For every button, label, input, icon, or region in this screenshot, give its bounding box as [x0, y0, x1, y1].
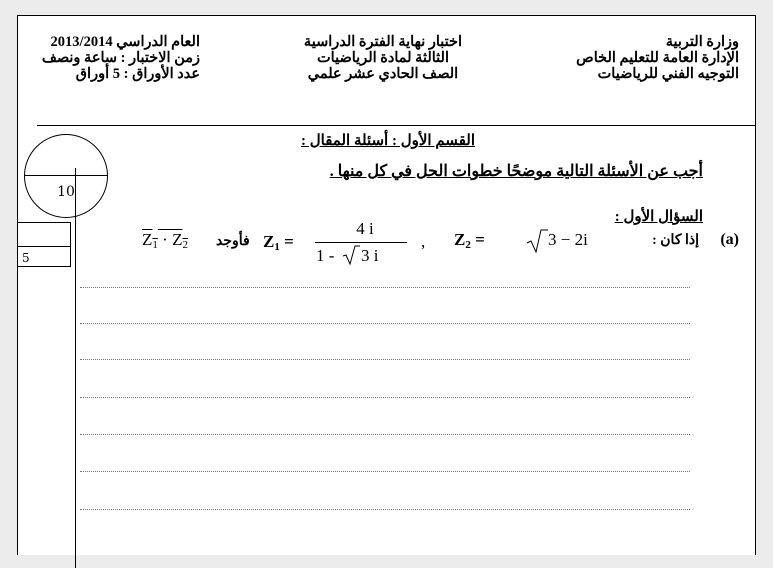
pages-value: 5 — [112, 66, 120, 82]
question-points: 5 — [22, 251, 30, 265]
find-word: فأوجد — [216, 234, 250, 249]
header-mid-line-2: الثالثة لمادة الرياضيات — [317, 50, 449, 66]
z1-lhs: Z — [263, 232, 275, 251]
z2-radical-sign — [526, 228, 548, 254]
target-b: Z — [172, 230, 183, 249]
header-pages-line — [32, 66, 200, 82]
header-divider — [37, 125, 756, 126]
header-time-line: زمن الاختبار : ساعة ونصف — [41, 50, 200, 66]
z1-sub: 1 — [274, 241, 280, 253]
z2-sub: 2 — [465, 239, 471, 251]
section-instruction: أجب عن الأسئلة التالية موضحًا خطوات الحل في كل منها . — [329, 163, 703, 180]
comma-separator: , — [421, 232, 426, 251]
answer-line[interactable] — [80, 397, 690, 398]
question-title: السؤال الأول : — [614, 209, 703, 225]
target-conjugate — [142, 230, 188, 249]
header-exam-info — [280, 34, 486, 82]
z2-expression — [548, 230, 588, 250]
question-label: (a) — [720, 231, 739, 248]
z1-eq: = — [284, 232, 294, 251]
answer-line[interactable] — [80, 359, 690, 360]
answer-line[interactable] — [80, 323, 690, 324]
z2-lhs: Z — [454, 230, 466, 249]
pages-unit: أوراق — [75, 66, 110, 82]
header-mid-line-3: الصف الحادي عشر علمي — [307, 66, 459, 82]
z2-eq: = — [475, 230, 485, 249]
z1-definition — [263, 232, 294, 253]
header-ministry — [576, 34, 739, 82]
section-score-circle — [24, 134, 108, 218]
target-b-sub: 2 — [182, 239, 188, 251]
section-total-score: 10 — [57, 184, 75, 200]
year-value: 2013/2014 — [50, 34, 113, 50]
question-condition: إذا كان : — [652, 233, 699, 248]
answer-line[interactable] — [80, 287, 690, 288]
target-a-sub: 1 — [152, 239, 158, 251]
z1-denominator-b — [361, 246, 378, 266]
exam-sheet — [17, 15, 756, 555]
z2-rest: − 2i — [556, 230, 588, 249]
z1-radical-sign — [342, 244, 360, 266]
year-label: العام الدراسي — [116, 34, 200, 50]
header-right-line-1: وزارة التربية — [665, 34, 739, 50]
header-year-line — [32, 34, 200, 50]
score-circle-divider — [25, 175, 107, 176]
header-mid-line-1: اختبار نهاية الفترة الدراسية — [303, 34, 463, 50]
header-year-info — [32, 34, 200, 82]
header-right-line-2: الإدارة العامة للتعليم الخاص — [576, 50, 739, 66]
z1-den-radicand: 3 — [361, 246, 370, 265]
target-expression — [142, 230, 188, 251]
target-dot: · — [157, 230, 173, 249]
answer-line[interactable] — [80, 509, 690, 510]
section-title: القسم الأول : أسئلة المقال : — [300, 133, 476, 149]
z1-den-rest: i — [369, 246, 379, 265]
pages-label: عدد الأوراق : — [123, 66, 200, 82]
answer-line[interactable] — [80, 434, 690, 435]
margin-line — [75, 168, 76, 568]
target-a: Z — [142, 230, 153, 249]
z2-radicand: 3 — [548, 230, 557, 249]
answer-line[interactable] — [80, 471, 690, 472]
z1-fraction-bar — [315, 242, 407, 243]
z1-numerator: 4 i — [356, 219, 374, 238]
score-box-divider — [18, 246, 70, 247]
z2-definition — [454, 230, 485, 251]
z1-denominator-a: 1 - — [316, 246, 335, 265]
header-right-line-3: التوجيه الفني للرياضيات — [597, 66, 739, 82]
question-score-box — [18, 222, 71, 267]
